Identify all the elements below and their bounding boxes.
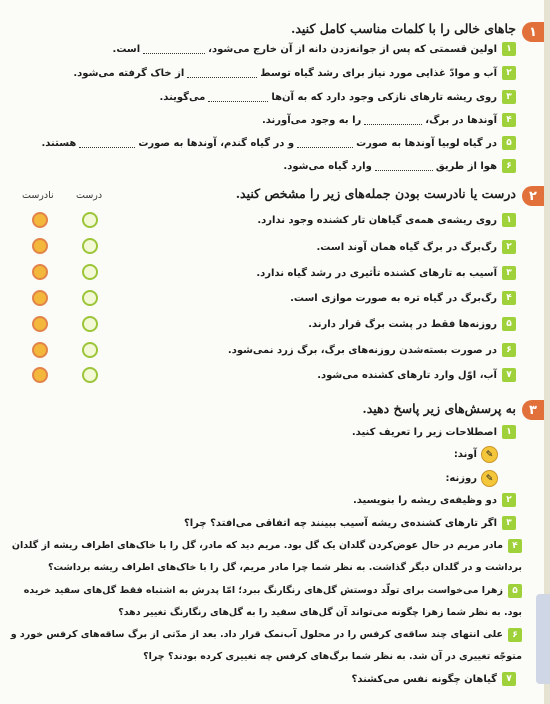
s1-item-1-text-a: اولین قسمتی که پس از جوانه‌زدن دانه از آن خارج می‌شود،: [208, 43, 497, 55]
s3-question-7: [352, 672, 516, 686]
section-2-title: درست یا نادرست بودن جمله‌های زیر را مشخص کنید.: [235, 186, 516, 201]
section-1-number: ۱: [529, 24, 537, 40]
item-number: ۷: [502, 672, 516, 686]
s2-item-3: [256, 266, 516, 280]
item-number: ۴: [508, 539, 522, 553]
s3-question-5-text: زهرا می‌خواست برای تولّد دوستش گل‌های رنگارنگ ببرد؛ امّا پدرش به اشتباه فقط گل‌های سفید خریده بود. به نظر شما زهرا چگونه می‌تواند آن گل‌های سفید را به گل‌های رنگارنگ تغییر دهد؟: [23, 585, 522, 618]
section-2-number: ۲: [529, 188, 537, 204]
answer-blank[interactable]: [208, 93, 268, 102]
term-vessel: [454, 446, 498, 463]
s2-item-1: [257, 213, 516, 227]
true-option-6[interactable]: [82, 342, 98, 358]
s1-item-2: [73, 66, 516, 80]
item-number: ۳: [502, 90, 516, 104]
s1-item-4: [262, 113, 516, 127]
term-stoma: [445, 470, 498, 487]
answer-blank[interactable]: [187, 69, 257, 78]
s1-item-4-text-a: آوندها در برگ،: [425, 114, 497, 126]
section-3-badge: [522, 400, 544, 420]
false-option-4[interactable]: [32, 290, 48, 306]
false-option-2[interactable]: [32, 238, 48, 254]
s1-item-4-text-b: را به وجود می‌آورند.: [261, 114, 362, 126]
section-1-title: جاهای خالی را با کلمات مناسب کامل کنید.: [291, 21, 516, 36]
s1-item-3-text-b: می‌گویند.: [159, 91, 206, 103]
s2-item-5: [308, 317, 516, 331]
s1-item-6-text-a: هوا از طریق: [435, 160, 497, 172]
s2-item-6-text: در صورت بسته‌شدن روزنه‌های برگ، برگ زرد نمی‌شود.: [227, 344, 497, 356]
s1-item-5-text-a: در گیاه لوبیا آوندها به صورت: [356, 137, 497, 149]
pencil-face-icon: ✎: [481, 470, 498, 487]
s1-item-2-text-a: آب و موادّ غذایی مورد نیاز برای رشد گیاه توسط: [260, 67, 497, 79]
answer-blank[interactable]: [375, 162, 433, 171]
s3-question-2: [353, 493, 516, 507]
s1-item-1-text-b: است.: [112, 43, 141, 55]
s2-item-7: [317, 368, 516, 382]
section-1-badge: [522, 22, 544, 42]
true-option-4[interactable]: [82, 290, 98, 306]
answer-blank[interactable]: [143, 45, 205, 54]
s1-item-3-text-a: روی ریشه تارهای نازکی وجود دارد که به آن‌ها: [271, 91, 497, 103]
answer-blank[interactable]: [364, 116, 422, 125]
s1-item-1: [113, 42, 516, 56]
s2-item-2-text: رگ‌برگ در برگ گیاه همان آوند است.: [316, 241, 497, 253]
item-number: ۲: [502, 493, 516, 507]
s1-item-5-text-b: و در گیاه گندم، آوندها به صورت: [138, 137, 295, 149]
section-3-title: به پرسش‌های زیر پاسخ دهید.: [362, 401, 516, 416]
section-3-number: ۳: [529, 402, 537, 418]
s2-item-4: [290, 291, 516, 305]
s1-item-5-text-c: هستند.: [41, 137, 77, 149]
s3-question-3-text: اگر تارهای کشنده‌ی ریشه آسیب ببینند چه اتفاقی می‌افتد؟ چرا؟: [183, 517, 497, 529]
s3-question-6-text: علی انتهای چند ساقه‌ی کرفس را در محلول آب‌نمک قرار داد. بعد از مدّتی از برگ ساقه‌های کرفس خورد و متوجّه تغییری در آن شد. به نظر شما برگ‌های کرفس چه تغییری کرده بودند؟ چرا؟: [10, 629, 522, 662]
s3-question-1: [352, 425, 516, 439]
answer-blank[interactable]: [79, 139, 135, 148]
s2-item-3-text: آسیب به تارهای کشنده تأثیری در رشد گیاه ندارد.: [256, 267, 497, 279]
s3-question-4-text: مادر مریم در حال عوض‌کردن گلدان یک گل بود. مریم دید که مادر، گل را با خاک‌های اطراف ریشه از گلدان برداشت و در گلدان دیگر گذاشت. به نظر شما چرا مادر مریم، گل را با خاک‌های اطراف ریشه برداشت؟: [11, 540, 522, 573]
s2-item-1-text: روی ریشه‌ی همه‌ی گیاهان تار کشنده وجود ندارد.: [257, 214, 497, 226]
item-number: ۷: [502, 368, 516, 382]
item-number: ۵: [502, 136, 516, 150]
item-number: ۱: [502, 425, 516, 439]
item-number: ۴: [502, 113, 516, 127]
answer-blank[interactable]: [297, 139, 353, 148]
s1-item-6-text-b: وارد گیاه می‌شود.: [283, 160, 372, 172]
false-option-3[interactable]: [32, 264, 48, 280]
true-option-7[interactable]: [82, 367, 98, 383]
s3-question-4: [7, 535, 522, 579]
item-number: ۳: [502, 266, 516, 280]
item-number: ۴: [502, 291, 516, 305]
pencil-face-icon: ✎: [481, 446, 498, 463]
term-vessel-label: آوند:: [453, 449, 477, 460]
false-option-1[interactable]: [32, 212, 48, 228]
item-number: ۳: [502, 516, 516, 530]
false-option-5[interactable]: [32, 316, 48, 332]
s2-item-6: [228, 343, 516, 357]
s3-question-1-text: اصطلاحات زیر را تعریف کنید.: [351, 426, 497, 438]
s3-question-2-text: دو وظیفه‌ی ریشه را بنویسید.: [352, 494, 497, 506]
s2-item-4-text: رگ‌برگ در گیاه تره به صورت موازی است.: [290, 292, 497, 304]
false-option-7[interactable]: [32, 367, 48, 383]
item-number: ۶: [502, 343, 516, 357]
item-number: ۶: [502, 159, 516, 173]
section-2-badge: [522, 186, 544, 206]
item-number: ۲: [502, 66, 516, 80]
item-number: ۵: [508, 584, 522, 598]
s2-item-5-text: روزنه‌ها فقط در پشت برگ قرار دارند.: [308, 318, 497, 330]
s2-item-2: [316, 240, 516, 254]
true-option-5[interactable]: [82, 316, 98, 332]
s1-item-6: [283, 159, 516, 173]
term-stoma-label: روزنه:: [445, 473, 477, 484]
incorrect-column-header: نادرست: [22, 190, 54, 201]
item-number: ۵: [502, 317, 516, 331]
true-option-1[interactable]: [82, 212, 98, 228]
s3-question-3: [184, 516, 516, 530]
item-number: ۱: [502, 213, 516, 227]
s1-item-5: [41, 136, 516, 150]
s3-question-6: [7, 624, 522, 668]
correct-column-header: درست: [76, 190, 103, 201]
true-option-3[interactable]: [82, 264, 98, 280]
s3-question-5: [7, 580, 522, 624]
s1-item-2-text-b: از خاک گرفته می‌شود.: [73, 67, 185, 79]
false-option-6[interactable]: [32, 342, 48, 358]
true-option-2[interactable]: [82, 238, 98, 254]
s1-item-3: [160, 90, 517, 104]
item-number: ۱: [502, 42, 516, 56]
s3-question-7-text: گیاهان چگونه نفس می‌کشند؟: [351, 673, 497, 685]
item-number: ۶: [508, 628, 522, 642]
page-edge-tab: [536, 594, 550, 684]
item-number: ۲: [502, 240, 516, 254]
s2-item-7-text: آب، اوّل وارد تارهای کشنده می‌شود.: [317, 369, 497, 381]
